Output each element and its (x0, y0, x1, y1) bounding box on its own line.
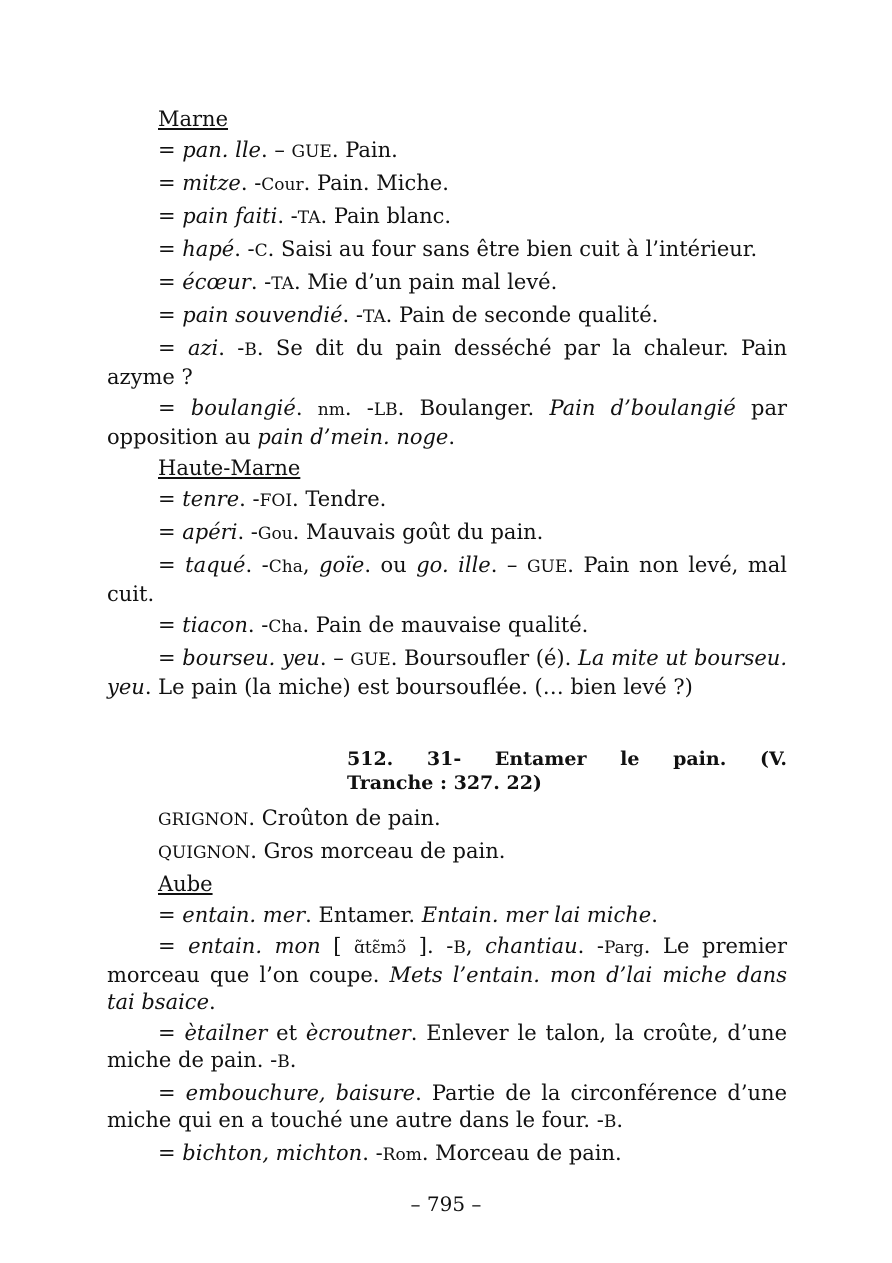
entry-text: . Le pain (la miche) est boursouflée. (… bien levé ?) (144, 675, 693, 699)
entry-text: . Saisi au four sans être bien cuit à l’intérieur. (267, 237, 758, 261)
dictionary-entry (107, 269, 787, 298)
source-abbrev: TA (362, 307, 386, 327)
dictionary-entry (107, 302, 787, 331)
source-abbrev: Cour (261, 175, 304, 195)
entry-text: . Pain blanc. (320, 204, 452, 228)
entry-text: . - (240, 171, 262, 195)
source-abbrev: GUE (526, 557, 568, 577)
entry-text: . (616, 1108, 624, 1132)
dictionary-entry (107, 805, 787, 834)
entry-text: . - (234, 237, 255, 261)
entry-text: = (158, 171, 183, 195)
dialect-term: goïe (319, 553, 365, 577)
entry-text: . - (362, 1141, 383, 1165)
entry-text: = (158, 303, 183, 327)
entry-text: . Pain non levé, mal cuit. (107, 553, 787, 606)
dialect-term: mitze (182, 171, 241, 195)
dictionary-entry (107, 203, 787, 232)
source-abbrev: Parg (603, 938, 644, 958)
entry-text: . Mauvais goût du pain. (292, 520, 544, 544)
entry-text: = (158, 613, 183, 637)
dialect-term: go. ille (416, 553, 491, 577)
dialect-term: entain. mon (188, 934, 321, 958)
entry-text: = (158, 336, 188, 360)
entry-text: . - (277, 204, 298, 228)
entry-text: . Enlever le talon, la croûte, d’une miche de pain. - (107, 1021, 788, 1072)
entry-text: = (158, 204, 183, 228)
entry-text: = (158, 1141, 183, 1165)
dialect-term: boulangié (190, 396, 296, 420)
dictionary-entry (107, 170, 787, 199)
dictionary-entry (107, 335, 787, 391)
source-abbrev: B (244, 340, 257, 360)
source-abbrev: B (277, 1052, 290, 1072)
region-name: Haute-Marne (158, 456, 301, 480)
entry-text: . - (237, 520, 258, 544)
entry-text: = (158, 520, 183, 544)
dictionary-entry (107, 645, 787, 701)
dialect-term: Pain d’boulangié (549, 396, 736, 420)
source-abbrev: ɑ̃tɛ̃mɔ̃ (354, 938, 407, 958)
entry-text: = (158, 1081, 186, 1105)
source-abbrev: LB (373, 400, 398, 420)
entry-text: . Entamer. (305, 903, 422, 927)
source-abbrev: Cha (268, 557, 303, 577)
dictionary-entry (107, 519, 787, 548)
dictionary-entry (107, 612, 787, 641)
region-heading (107, 106, 787, 133)
entry-text: = (158, 934, 189, 958)
dialect-term: ècroutner (305, 1021, 411, 1045)
dialect-term: chantiau (485, 934, 578, 958)
entry-text: . - (342, 303, 363, 327)
source-abbrev: QUIGNON (158, 843, 251, 863)
dialect-term: embouchure, baisure (185, 1081, 416, 1105)
source-abbrev: Rom (382, 1145, 422, 1165)
entry-text: = (158, 903, 183, 927)
entry-text: . Boursoufler (é). (390, 646, 578, 670)
entry-text: . - (577, 934, 604, 958)
entry-text: . Se dit du pain desséché par la chaleur. Pain azyme ? (107, 336, 787, 389)
entry-text: . (295, 396, 318, 420)
heading-line-1: 512. 31- Entamer le pain. (V. (347, 748, 787, 770)
source-abbrev: C (254, 241, 268, 261)
region-name: Marne (158, 107, 229, 131)
source-abbrev: Gou (257, 524, 293, 544)
dialect-term: pain souvendié (182, 303, 343, 327)
dialect-term: La mite ut bourseu. yeu (107, 646, 788, 699)
dialect-term: Mets l’entain. mon d’lai miche dans tai bsaice (107, 963, 787, 1014)
dialect-term: pain faiti (182, 204, 278, 228)
source-abbrev: Cha (268, 617, 303, 637)
entry-text: . Mie d’un pain mal levé. (293, 270, 558, 294)
source-abbrev: TA (271, 274, 294, 294)
section-entamer-le-pain (107, 805, 787, 1169)
entry-text: . (651, 903, 658, 927)
dialect-term: azi (187, 336, 219, 360)
entry-text: . Pain. (331, 138, 398, 162)
entry-text: = (158, 487, 183, 511)
source-abbrev: GUE (291, 142, 332, 162)
dialect-term: bourseu. yeu (182, 646, 320, 670)
entry-text: = (158, 553, 186, 577)
dialect-term: taqué (185, 553, 246, 577)
entry-text: . Morceau de pain. (421, 1141, 622, 1165)
source-abbrev: GRIGNON (158, 810, 249, 830)
dictionary-entry (107, 1140, 787, 1169)
entry-text: = (158, 237, 183, 261)
entry-text: et (267, 1021, 306, 1045)
entry-text: = (158, 646, 183, 670)
dialect-term: hapé (182, 237, 235, 261)
entry-text: = (158, 1021, 185, 1045)
entry-text: . Boulanger. (397, 396, 550, 420)
source-abbrev: FOI (259, 491, 293, 511)
section-marne-haute-marne (107, 106, 787, 701)
source-abbrev: B (603, 1112, 617, 1132)
dialect-term: pain d’mein. noge (257, 425, 449, 449)
dialect-term: ètailner (184, 1021, 268, 1045)
entry-text: . (289, 1048, 297, 1072)
dialect-term: entain. mer (182, 903, 306, 927)
source-abbrev: nm (317, 400, 345, 420)
entry-text: . - (218, 336, 245, 360)
dictionary-entry (107, 1080, 787, 1136)
dictionary-entry (107, 486, 787, 515)
dictionary-entry (107, 236, 787, 265)
region-heading (107, 455, 787, 482)
heading-line-2: Tranche : 327. 22) (347, 772, 542, 794)
entry-text: . - (344, 396, 374, 420)
source-abbrev: GUE (350, 650, 391, 670)
entry-text: , (465, 934, 486, 958)
dictionary-entry (107, 838, 787, 867)
entry-text: . – (490, 553, 527, 577)
entry-text: . Le premier morceau que l’on coupe. (107, 934, 788, 987)
source-abbrev: TA (297, 208, 321, 228)
dictionary-entry (107, 902, 787, 929)
dictionary-entry (107, 1020, 787, 1076)
dialect-term: écœur (182, 270, 251, 294)
entry-text: . - (247, 613, 269, 637)
page-body (107, 106, 787, 1173)
entry-text: = (158, 138, 183, 162)
entry-text: . Pain de mauvaise qualité. (302, 613, 589, 637)
region-heading (107, 871, 787, 898)
entry-text: . Pain de seconde qualité. (385, 303, 659, 327)
region-name: Aube (158, 872, 213, 896)
dialect-term: bichton, michton (182, 1141, 363, 1165)
entry-text: . – (260, 138, 292, 162)
entry-text: ]. - (406, 934, 454, 958)
entry-text: . ou (364, 553, 417, 577)
entry-text: . Partie de la circonférence d’une miche qui en a touché une autre dans le four. - (107, 1081, 787, 1132)
dictionary-entry (107, 137, 787, 166)
entry-text: . Pain. Miche. (303, 171, 449, 195)
dictionary-entry (107, 552, 787, 608)
page-number: – 795 – (410, 1192, 482, 1216)
entry-text: . Croûton de pain. (248, 806, 441, 830)
dialect-term: Entain. mer lai miche (421, 903, 652, 927)
entry-text: = (158, 270, 183, 294)
entry-text: par opposition au (107, 396, 787, 449)
dialect-term: pan. lle (182, 138, 261, 162)
entry-text: . - (239, 487, 260, 511)
dialect-term: tenre (182, 487, 240, 511)
entry-text: . (448, 425, 456, 449)
dialect-term: apéri (182, 520, 238, 544)
source-abbrev: B (453, 938, 466, 958)
entry-text: . - (245, 553, 269, 577)
entry-text: [ (320, 934, 355, 958)
entry-text: = (158, 396, 191, 420)
entry-text: . - (250, 270, 272, 294)
entry-text: . Tendre. (292, 487, 387, 511)
dictionary-entry (107, 933, 787, 1016)
dialect-term: tiacon (182, 613, 248, 637)
entry-text: . (209, 990, 216, 1014)
section-heading (347, 747, 787, 795)
entry-text: . Gros morceau de pain. (250, 839, 506, 863)
entry-text: , (302, 553, 320, 577)
dictionary-entry (107, 395, 787, 451)
entry-text: . – (319, 646, 351, 670)
